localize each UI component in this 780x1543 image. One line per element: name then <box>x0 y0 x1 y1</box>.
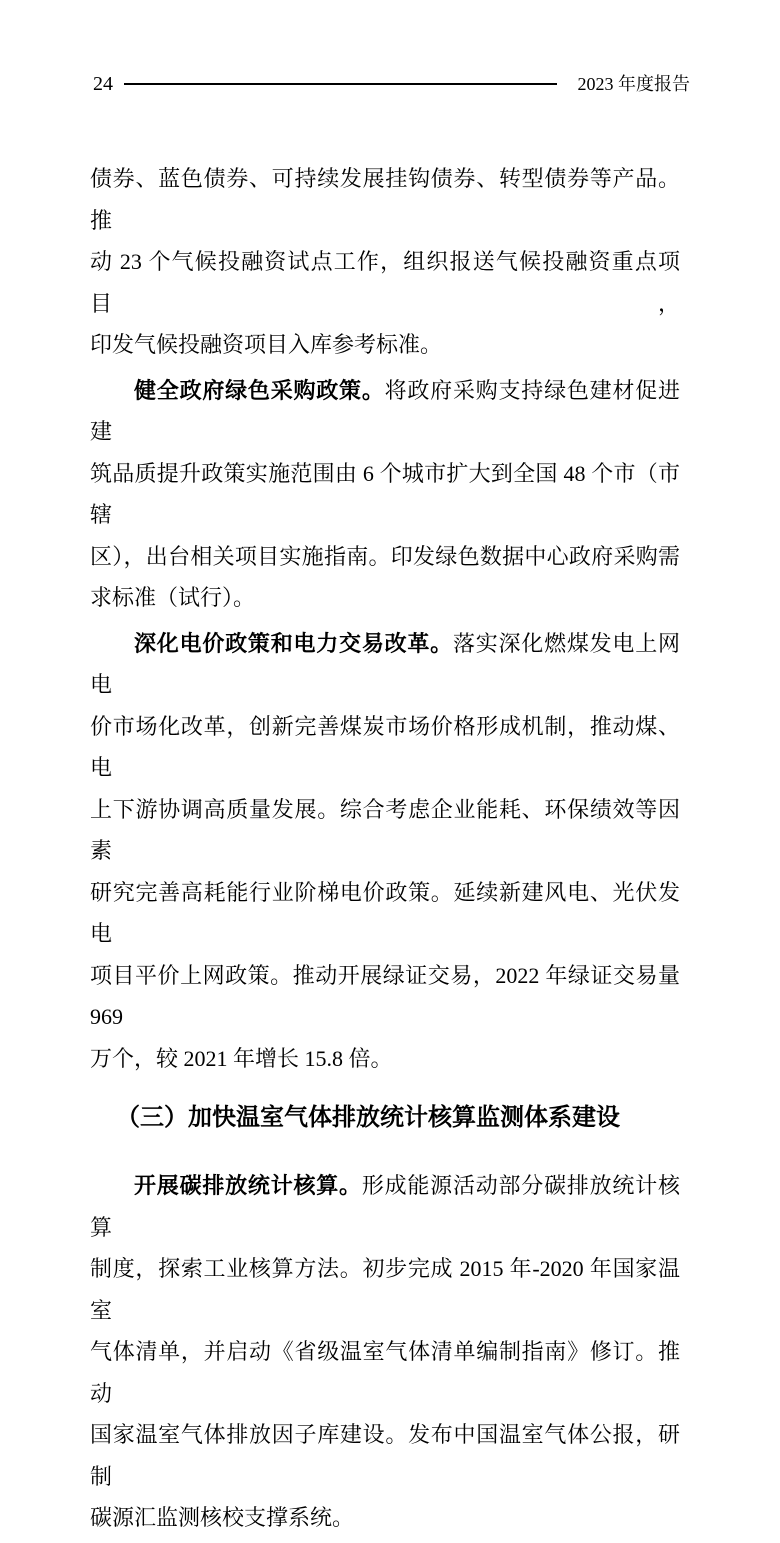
text-line: 制度，探索工业核算方法。初步完成 2015 年-2020 年国家温室 <box>90 1256 680 1323</box>
text-run: 落实深化燃煤发电上网电 <box>90 630 680 697</box>
paragraph-lead: 健全政府绿色采购政策。 <box>134 377 385 403</box>
text-line: 求标准（试行）。 <box>90 585 256 610</box>
text-run: 形成能源活动部分碳排放统计核算 <box>90 1173 680 1240</box>
section-heading: （三）加快温室气体排放统计核算监测体系建设 <box>116 1104 620 1131</box>
text-line: 动 23 个气候投融资试点工作，组织报送气候投融资重点项目， <box>90 249 680 316</box>
text-line: 筑品质提升政策实施范围由 6 个城市扩大到全国 48 个市（市辖 <box>90 460 680 527</box>
text-line: 碳源汇监测核校支撑系统。 <box>90 1505 355 1530</box>
header-rule <box>124 83 557 85</box>
paragraph-electricity-price-reform <box>90 623 680 1080</box>
paragraph-lead: 开展碳排放统计核算。 <box>134 1173 362 1198</box>
text-line: 项目平价上网政策。推动开展绿证交易，2022 年绿证交易量 969 <box>90 962 680 1029</box>
text-line <box>90 370 680 453</box>
paragraph-lead: 深化电价政策和电力交易改革。 <box>134 630 453 656</box>
text-line <box>90 1165 680 1248</box>
page-header <box>93 70 690 98</box>
text-line <box>90 623 680 706</box>
text-line: 国家温室气体排放因子库建设。发布中国温室气体公报，研制 <box>90 1422 680 1489</box>
text-line: 印发气候投融资项目入库参考标准。 <box>90 332 443 357</box>
text-line: 研究完善高耗能行业阶梯电价政策。延续新建风电、光伏发电 <box>90 879 680 946</box>
text-line: 上下游协调高质量发展。综合考虑企业能耗、环保绩效等因素 <box>90 796 680 863</box>
text-line: 气体清单，并启动《省级温室气体清单编制指南》修订。推动 <box>90 1339 680 1406</box>
text-line: 万个，较 2021 年增长 15.8 倍。 <box>90 1045 393 1071</box>
report-title: 2023 年度报告 <box>577 74 690 94</box>
text-line: 区），出台相关项目实施指南。印发绿色数据中心政府采购需 <box>90 543 680 569</box>
text-run: 将政府采购支持绿色建材促进建 <box>90 377 680 444</box>
text-line: 价市场化改革，创新完善煤炭市场价格形成机制，推动煤、电 <box>90 713 680 780</box>
paragraph-green-procurement <box>90 370 680 619</box>
paragraph-carbon-accounting <box>90 1165 680 1539</box>
document-body <box>90 158 680 1543</box>
text-line: 债券、蓝色债券、可持续发展挂钩债券、转型债券等产品。推 <box>90 166 680 233</box>
page-number: 24 <box>93 73 113 95</box>
paragraph-climate-finance <box>90 158 680 366</box>
